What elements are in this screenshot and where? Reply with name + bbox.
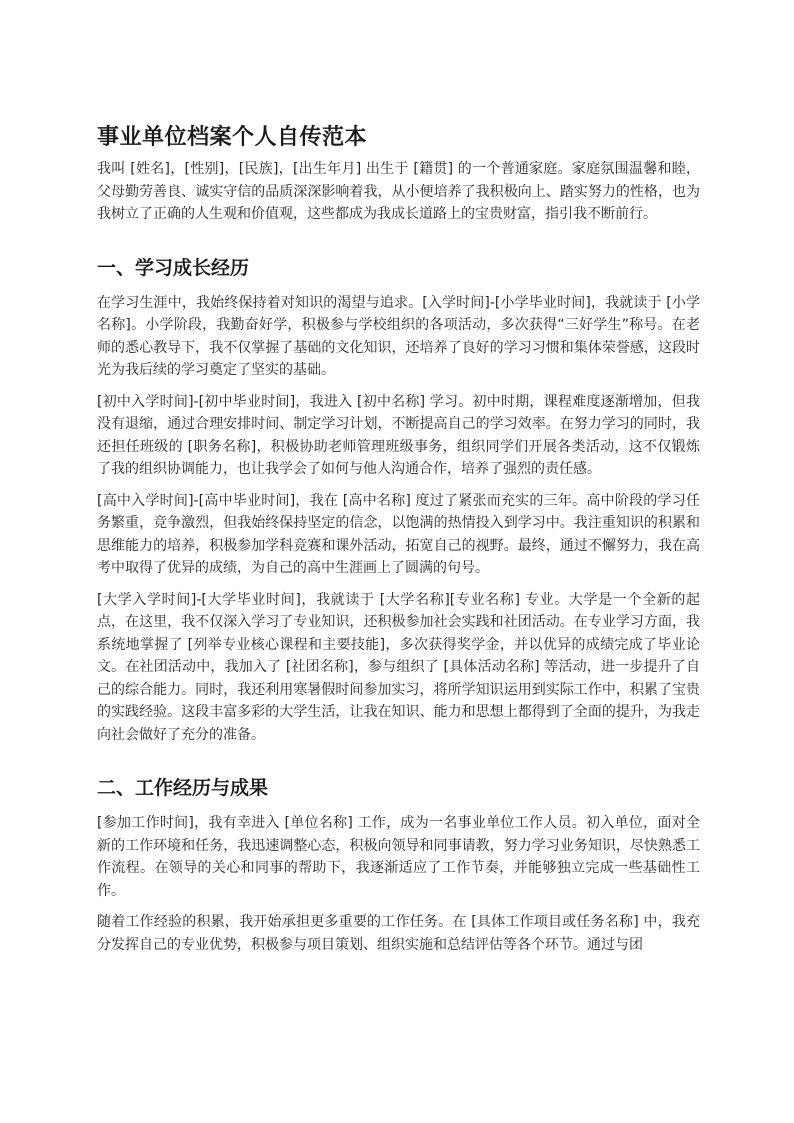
study-paragraph-senior: [高中入学时间]-[高中毕业时间]，我在 [高中名称] 度过了紧张而充实的三年。高中阶段的学习任务繁重，竞争激烈，但我始终保持坚定的信念，以饱满的热情投入到学习中。我注重知识的积累和思维能力的培养，积极参加学科竞赛和课外活动，拓宽自己的视野。最终，通过不懈努力，我在高考中取得了优异的成绩，为自己的高中生涯画上了圆满的句号。 xyxy=(97,492,700,576)
study-paragraph-university: [大学入学时间]-[大学毕业时间]，我就读于 [大学名称][专业名称] 专业。大学是一个全新的起点，在这里，我不仅深入学习了专业知识，还积极参加社会实践和社团活动。在专业学习方面，我系统地掌握了 [列举专业核心课程和主要技能]，多次获得奖学金，并以优异的成绩完成了毕业论文。在社团活动中，我加入了 [社团名称]，参与组织了 [具体活动名称] 等活动，进一步提升了自己的综合能力。同时，我还利用寒暑假时间参加实习，将所学知识运用到实际工作中，积累了宝贵的实践经验。这段丰富多彩的大学生活，让我在知识、能力和思想上都得到了全面的提升，为我走向社会做好了充分的准备。 xyxy=(97,591,700,743)
intro-paragraph: 我叫 [姓名]，[性别]，[民族]，[出生年月] 出生于 [籍贯] 的一个普通家庭。家庭氛围温馨和睦，父母勤劳善良、诚实守信的品质深深影响着我，从小便培养了我积极向上、踏实努力的性格，也为我树立了正确的人生观和价值观，这些都成为我成长道路上的宝贵财富，指引我不断前行。 xyxy=(97,161,700,222)
document-title: 事业单位档案个人自传范本 xyxy=(97,125,368,150)
section-heading-work: 二、工作经历与成果 xyxy=(97,777,269,799)
section-work xyxy=(97,772,700,956)
document-page xyxy=(97,118,700,965)
section-heading-study: 一、学习成长经历 xyxy=(97,256,250,279)
work-paragraph-growth: 随着工作经验的积累，我开始承担更多重要的工作任务。在 [具体工作项目或任务名称] 中，我充分发挥自己的专业优势，积极参与项目策划、组织实施和总结评估等各个环节。通过与团 xyxy=(97,914,700,953)
section-study xyxy=(97,252,700,747)
study-paragraph-primary: 在学习生涯中，我始终保持着对知识的渴望与追求。[入学时间]-[小学毕业时间]，我就读于 [小学名称]。小学阶段，我勤奋好学，积极参与学校组织的各项活动，多次获得“三好学生”称号。在老师的悉心教导下，我不仅掌握了基础的文化知识，还培养了良好的学习习惯和集体荣誉感，这段时光为我后续的学习奠定了坚实的基础。 xyxy=(97,294,700,378)
work-paragraph-start: [参加工作时间]，我有幸进入 [单位名称] 工作，成为一名事业单位工作人员。初入单位，面对全新的工作环境和任务，我迅速调整心态，积极向领导和同事请教，努力学习业务知识，尽快熟悉工作流程。在领导的关心和同事的帮助下，我逐渐适应了工作节奏，并能够独立完成一些基础性工作。 xyxy=(97,815,700,899)
study-paragraph-junior: [初中入学时间]-[初中毕业时间]，我进入 [初中名称] 学习。初中时期，课程难度逐渐增加，但我没有退缩，通过合理安排时间、制定学习计划，不断提高自己的学习效率。在努力学习的同时，我还担任班级的 [职务名称]，积极协助老师管理班级事务，组织同学们开展各类活动，这不仅锻炼了我的组织协调能力，也让我学会了如何与他人沟通合作，培养了强烈的责任感。 xyxy=(97,393,700,477)
